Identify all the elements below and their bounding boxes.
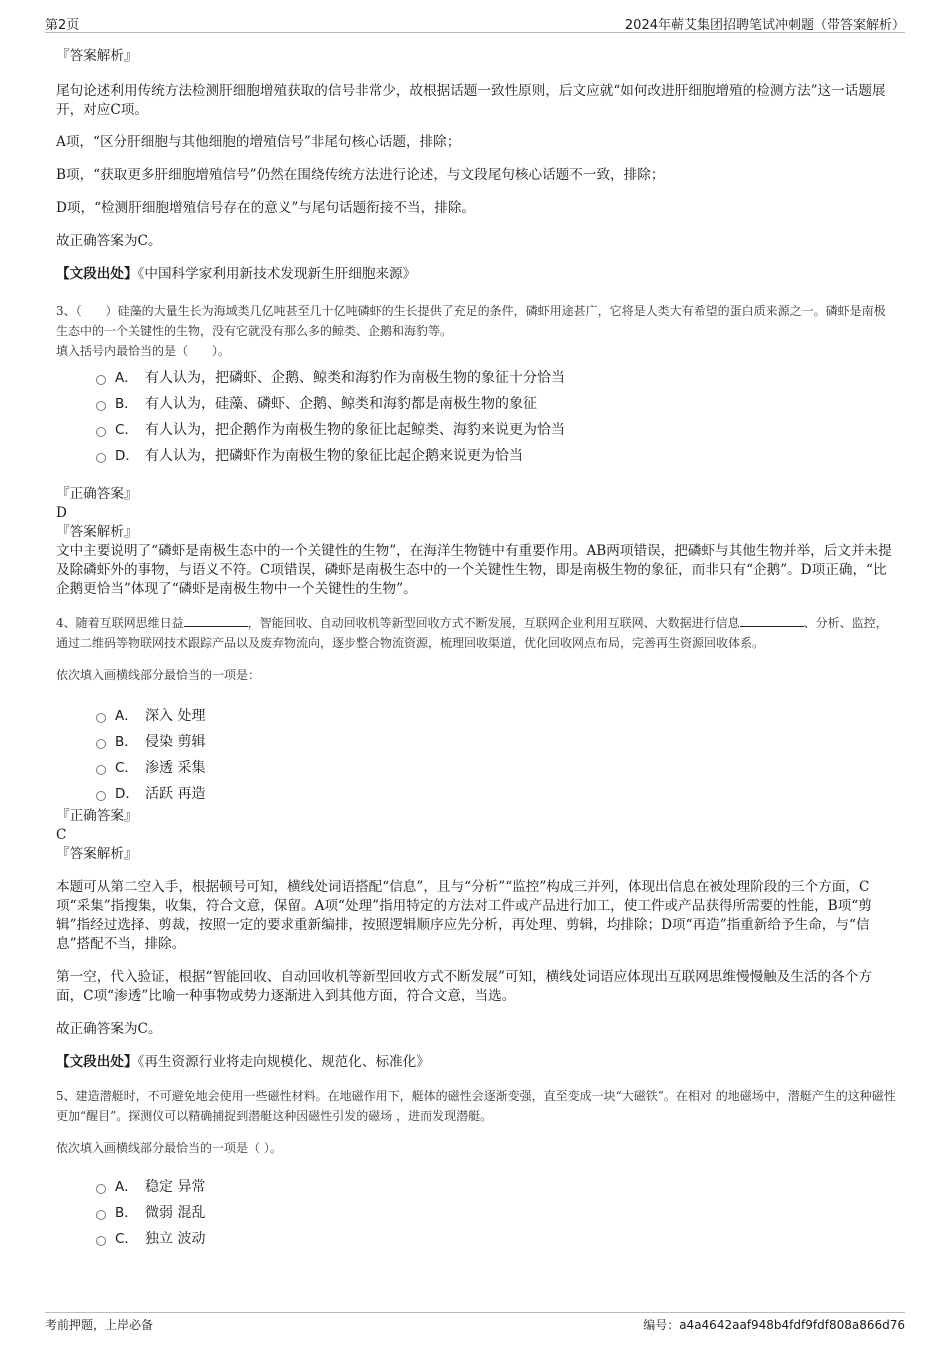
page-content (56, 44, 896, 1252)
q2-analysis-para: 尾句论述利用传统方法检测肝细胞增殖获取的信号非常少，故根据话题一致性原则，后文应就“如何改进肝细胞增殖的检测方法”这一话题展开，对应C项。 (56, 83, 886, 118)
page-footer (45, 1312, 905, 1332)
q3-option-c[interactable]: C． 有人认为，把企鹅作为南极生物的象征比起鲸类、海豹来说更为恰当 (96, 417, 896, 443)
blank-line-1 (184, 614, 248, 627)
q5-options (56, 1174, 896, 1252)
q2-source-label: 【文段出处】 (56, 266, 138, 282)
radio-icon[interactable] (96, 791, 106, 801)
q4-conclusion: 故正确答案为C。 (56, 1021, 162, 1037)
q4-analysis-para2: 第一空，代入验证，根据“智能回收、自动回收机等新型回收方式不断发展”可知，横线处词语应体现出互联网思维慢慢触及生活的各个方面，C项“渗透”比喻一种事物或势力逐渐进入到其他方面，符合文意，当选。 (56, 969, 872, 1004)
page-number: 第2页 (45, 18, 80, 33)
q2-analysis-label: 『答案解析』 (56, 48, 138, 64)
q3-stem: 3、（ ）硅藻的大量生长为海域类几亿吨甚至几十亿吨磷虾的生长提供了充足的条件，磷虾用途甚广，它将是人类大有希望的蛋白质来源之一。磷虾是南极生态中的一个关键性的生物，没有它就没有那么多的鲸类、企鹅和海豹等。 (56, 304, 886, 338)
q3-option-b[interactable]: B． 有人认为，硅藻、磷虾、企鹅、鲸类和海豹都是南极生物的象征 (96, 391, 896, 417)
q3-option-d[interactable]: D． 有人认为，把磷虾作为南极生物的象征比起企鹅来说更为恰当 (96, 443, 896, 469)
radio-icon[interactable] (96, 427, 106, 437)
q4-analysis-label: 『答案解析』 (56, 846, 138, 862)
document-title: 2024年蕲艾集团招聘笔试冲刺题（带答案解析） (624, 18, 905, 33)
q3-prompt: 填入括号内最恰当的是（ ）。 (56, 344, 231, 358)
q3-option-a[interactable]: A． 有人认为，把磷虾、企鹅、鲸类和海豹作为南极生物的象征十分恰当 (96, 365, 896, 391)
q4-stem: 4、随着互联网思维日益 ，智能回收、自动回收机等新型回收方式不断发展，互联网企业利用互联网、大数据进行信息 、分析、监控，通过二维码等物联网技术跟踪产品以及废弃物流向，逐步整合物流资源，梳理回收渠道，优化回收网点布局，完善再生资源回收体系。 (56, 616, 888, 650)
document-id: 编号：a4a4642aaf948b4fdf9fdf808a866d76 (643, 1318, 905, 1332)
q5-option-b[interactable]: B． 微弱 混乱 (96, 1200, 896, 1226)
radio-icon[interactable] (96, 1184, 106, 1194)
q4-option-a[interactable]: A． 深入 处理 (96, 703, 896, 729)
q2-analysis-a: A项，“区分肝细胞与其他细胞的增殖信号”非尾句核心话题，排除； (56, 134, 461, 150)
q4-source (56, 1053, 896, 1072)
q4-source-title: 《再生资源行业将走向规模化、规范化、标准化》 (137, 1054, 430, 1070)
radio-icon[interactable] (96, 739, 106, 749)
radio-icon[interactable] (96, 1210, 106, 1220)
radio-icon[interactable] (96, 1236, 106, 1246)
q3-answer-label: 『正确答案』 (56, 486, 138, 502)
q4-option-b[interactable]: B． 侵染 剪辑 (96, 729, 896, 755)
blank-line-2 (740, 614, 804, 627)
q4-answer: C (56, 827, 67, 843)
q3-analysis: 文中主要说明了“磷虾是南极生态中的一个关键性的生物”，在海洋生物链中有重要作用。AB两项错误，把磷虾与其他生物并举，后文并未提及除磷虾外的事物，与语义不符。C项错误，磷虾是南极生态中的一个关键性生物，即是南极生物的象征，而非只有“企鹅”。D项正确，“比企鹅更恰当”体现了“磷虾是南极生物中一个关键性的生物”。 (56, 543, 892, 597)
q4-analysis-para1: 本题可从第二空入手，根据顿号可知，横线处词语搭配“信息”，且与“分析”“监控”构成三并列，体现出信息在被处理阶段的三个方面，C项“采集”指搜集，收集，符合文意，保留。A项“处理”指用特定的方法对工件或产品进行加工，使工件或产品获得所需要的性能，B项“剪辑”指经过选择、剪裁，按照一定的要求重新编排，按照逻辑顺序应先分析，再处理、剪辑，均排除；D项“再造”指重新给予生命，与“信息”搭配不当，排除。 (56, 879, 872, 952)
radio-icon[interactable] (96, 453, 106, 463)
q2-source (56, 265, 896, 284)
q2-source-title: 《中国科学家利用新技术发现新生肝细胞来源》 (137, 266, 417, 282)
q5-prompt: 依次填入画横线部分最恰当的一项是（ ）。 (56, 1141, 282, 1155)
q4-source-label: 【文段出处】 (56, 1054, 138, 1070)
radio-icon[interactable] (96, 375, 106, 385)
page-header (45, 12, 905, 33)
q4-options (56, 703, 896, 807)
q4-option-c[interactable]: C． 渗透 采集 (96, 755, 896, 781)
q4-option-d[interactable]: D． 活跃 再造 (96, 781, 896, 807)
q4-prompt: 依次填入画横线部分最恰当的一项是： (56, 668, 261, 682)
q2-analysis-b: B项，“获取更多肝细胞增殖信号”仍然在围绕传统方法进行论述，与文段尾句核心话题不一致，排除； (56, 167, 665, 183)
radio-icon[interactable] (96, 401, 106, 411)
q5-option-a[interactable]: A． 稳定 异常 (96, 1174, 896, 1200)
q3-analysis-label: 『答案解析』 (56, 524, 138, 540)
q3-answer: D (56, 505, 67, 521)
q2-conclusion: 故正确答案为C。 (56, 233, 162, 249)
radio-icon[interactable] (96, 713, 106, 723)
q3-options (56, 365, 896, 469)
q5-option-c[interactable]: C． 独立 波动 (96, 1226, 896, 1252)
footer-slogan: 考前押题，上岸必备 (45, 1318, 154, 1332)
q4-answer-label: 『正确答案』 (56, 808, 138, 824)
q2-analysis-d: D项，“检测肝细胞增殖信号存在的意义”与尾句话题衔接不当，排除。 (56, 200, 476, 216)
radio-icon[interactable] (96, 765, 106, 775)
q5-stem: 5、建造潜艇时，不可避免地会使用一些磁性材料。在地磁作用下，艇体的磁性会逐渐变强，直至变成一块“大磁铁”。在相对 的地磁场中，潜艇产生的这种磁性更加“醒目”。探测仪可以精确捕捉到潜艇这种因磁性引发的磁场 ，进而发现潜艇。 (56, 1089, 896, 1123)
